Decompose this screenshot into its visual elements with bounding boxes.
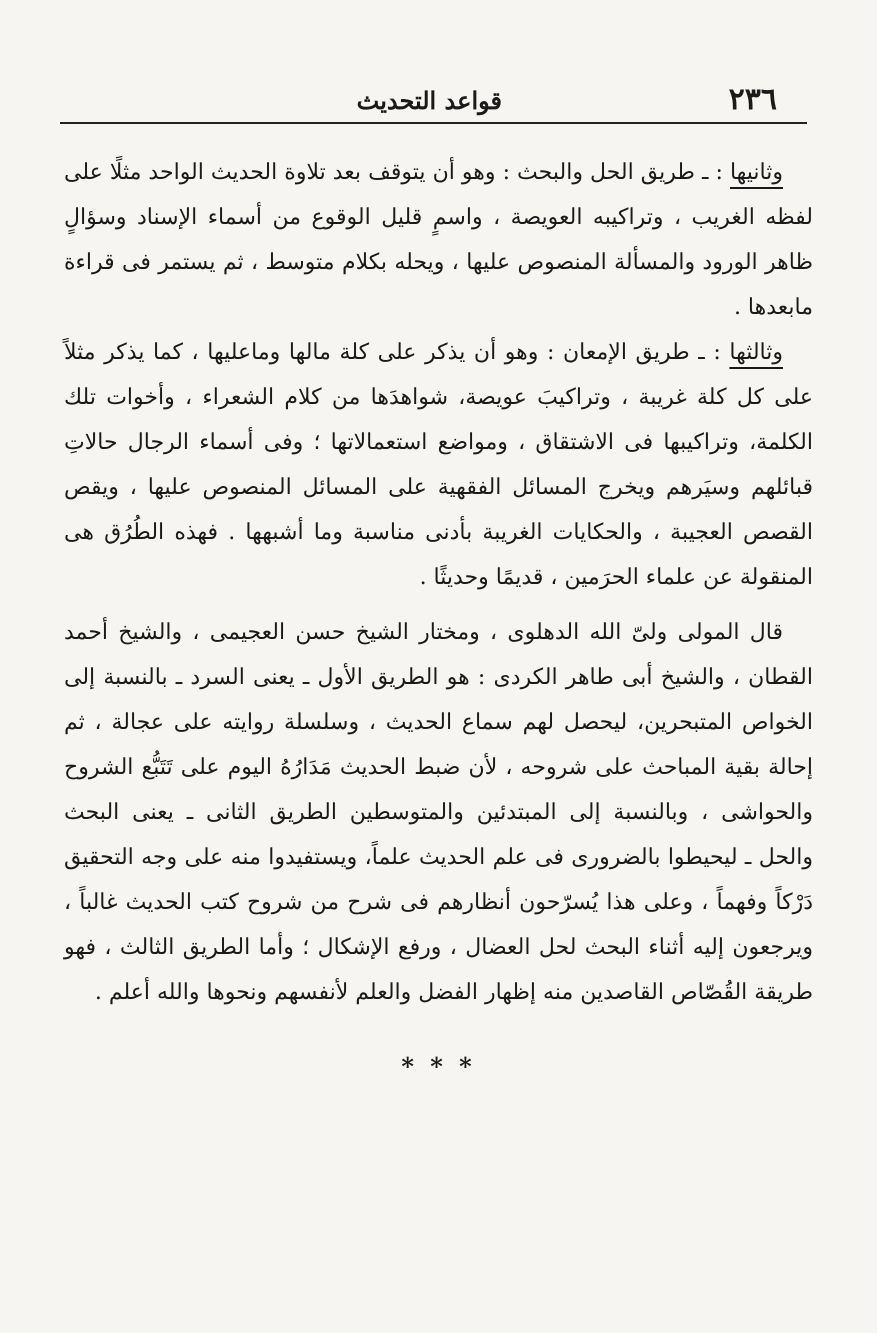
- paragraph-text: قال المولى ولىّ الله الدهلوى ، ومختار الشيخ حسن العجيمى ، والشيخ أحمد القطان ، والشيخ أبى طاهر الكردى : هو الطريق الأول ـ يعنى السرد ـ بالنسبة إلى الخواص المتبحرين، ليحصل لهم سماع الحديث ، وسلسلة روايته على عجالة ، ثم إحالة بقية المباحث على شروحه ، لأن ضبط الحديث مَدَارُهُ اليوم على تَتَبُّع الشروح والحواشى ، وبالنسبة إلى المبتدئين والمتوسطين الطريق الثانى ـ يعنى البحث والحل ـ ليحيطوا بالضرورى فى علم الحديث علماً، ويستفيدوا منه على وجه التحقيق دَرْكاً وفهماً ، وعلى هذا يُسرّحون أنظارهم فى شرح من شروح كتب الحديث غالباً ، ويرجعون إليه أثناء البحث لحل العضال ، ورفع الإشكال ؛ وأما الطريق الثالث ، فهو طريقة القُصّاص القاصدين منه إظهار الفضل والعلم لأنفسهم ونحوها والله أعلم .: [64, 620, 813, 1005]
- section-end-stars: * * *: [401, 1052, 476, 1081]
- paragraph-text: : ـ طريق الإمعان : وهو أن يذكر على كلة مالها وماعليها ، كما يذكر مثلاً على كل كلة غريبة ، وتراكيبَ عويصة، شواهدَها من كلام الشعراء ، وأخوات تلك الكلمة، وتراكيبها فى الاشتقاق ، ومواضع استعمالاتها ؛ وفى أسماء الرجال حالاتِ قبائلهم وسيَرهم ويخرج المسائل الفقهية على المسائل المنصوص عليها ، ويقص القصص العجيبة ، والحكايات الغريبة بأدنى مناسبة وما أشبهها . فهذه الطُرُق هى المنقولة عن علماء الحرَمين ، قديمًا وحديثًا .: [64, 340, 813, 590]
- page-header: [60, 76, 807, 124]
- page-number: ٢٣٦: [728, 82, 777, 117]
- paragraph-lead: وثانيها: [729, 160, 784, 185]
- page-body: [64, 150, 813, 1015]
- running-title: قواعد التحديث: [356, 86, 502, 115]
- paragraph-second-method: [64, 150, 813, 330]
- paragraph-lead: وثالثها: [729, 340, 783, 365]
- paragraph-third-method: [64, 330, 813, 600]
- paragraph-dehlawi-quote: [64, 610, 813, 1015]
- header-rule: [60, 122, 807, 124]
- paragraph-text: : ـ طريق الحل والبحث : وهو أن يتوقف بعد تلاوة الحديث الواحد مثلًا على لفظه الغريب ، وتراكيبه العويصة ، واسمٍ قليل الوقوع من أسماء الإسناد وسؤالٍ ظاهر الورود والمسألة المنصوص عليها ، ويحله بكلام متوسط ، ثم يستمر فى قراءة مابعدها .: [64, 160, 813, 320]
